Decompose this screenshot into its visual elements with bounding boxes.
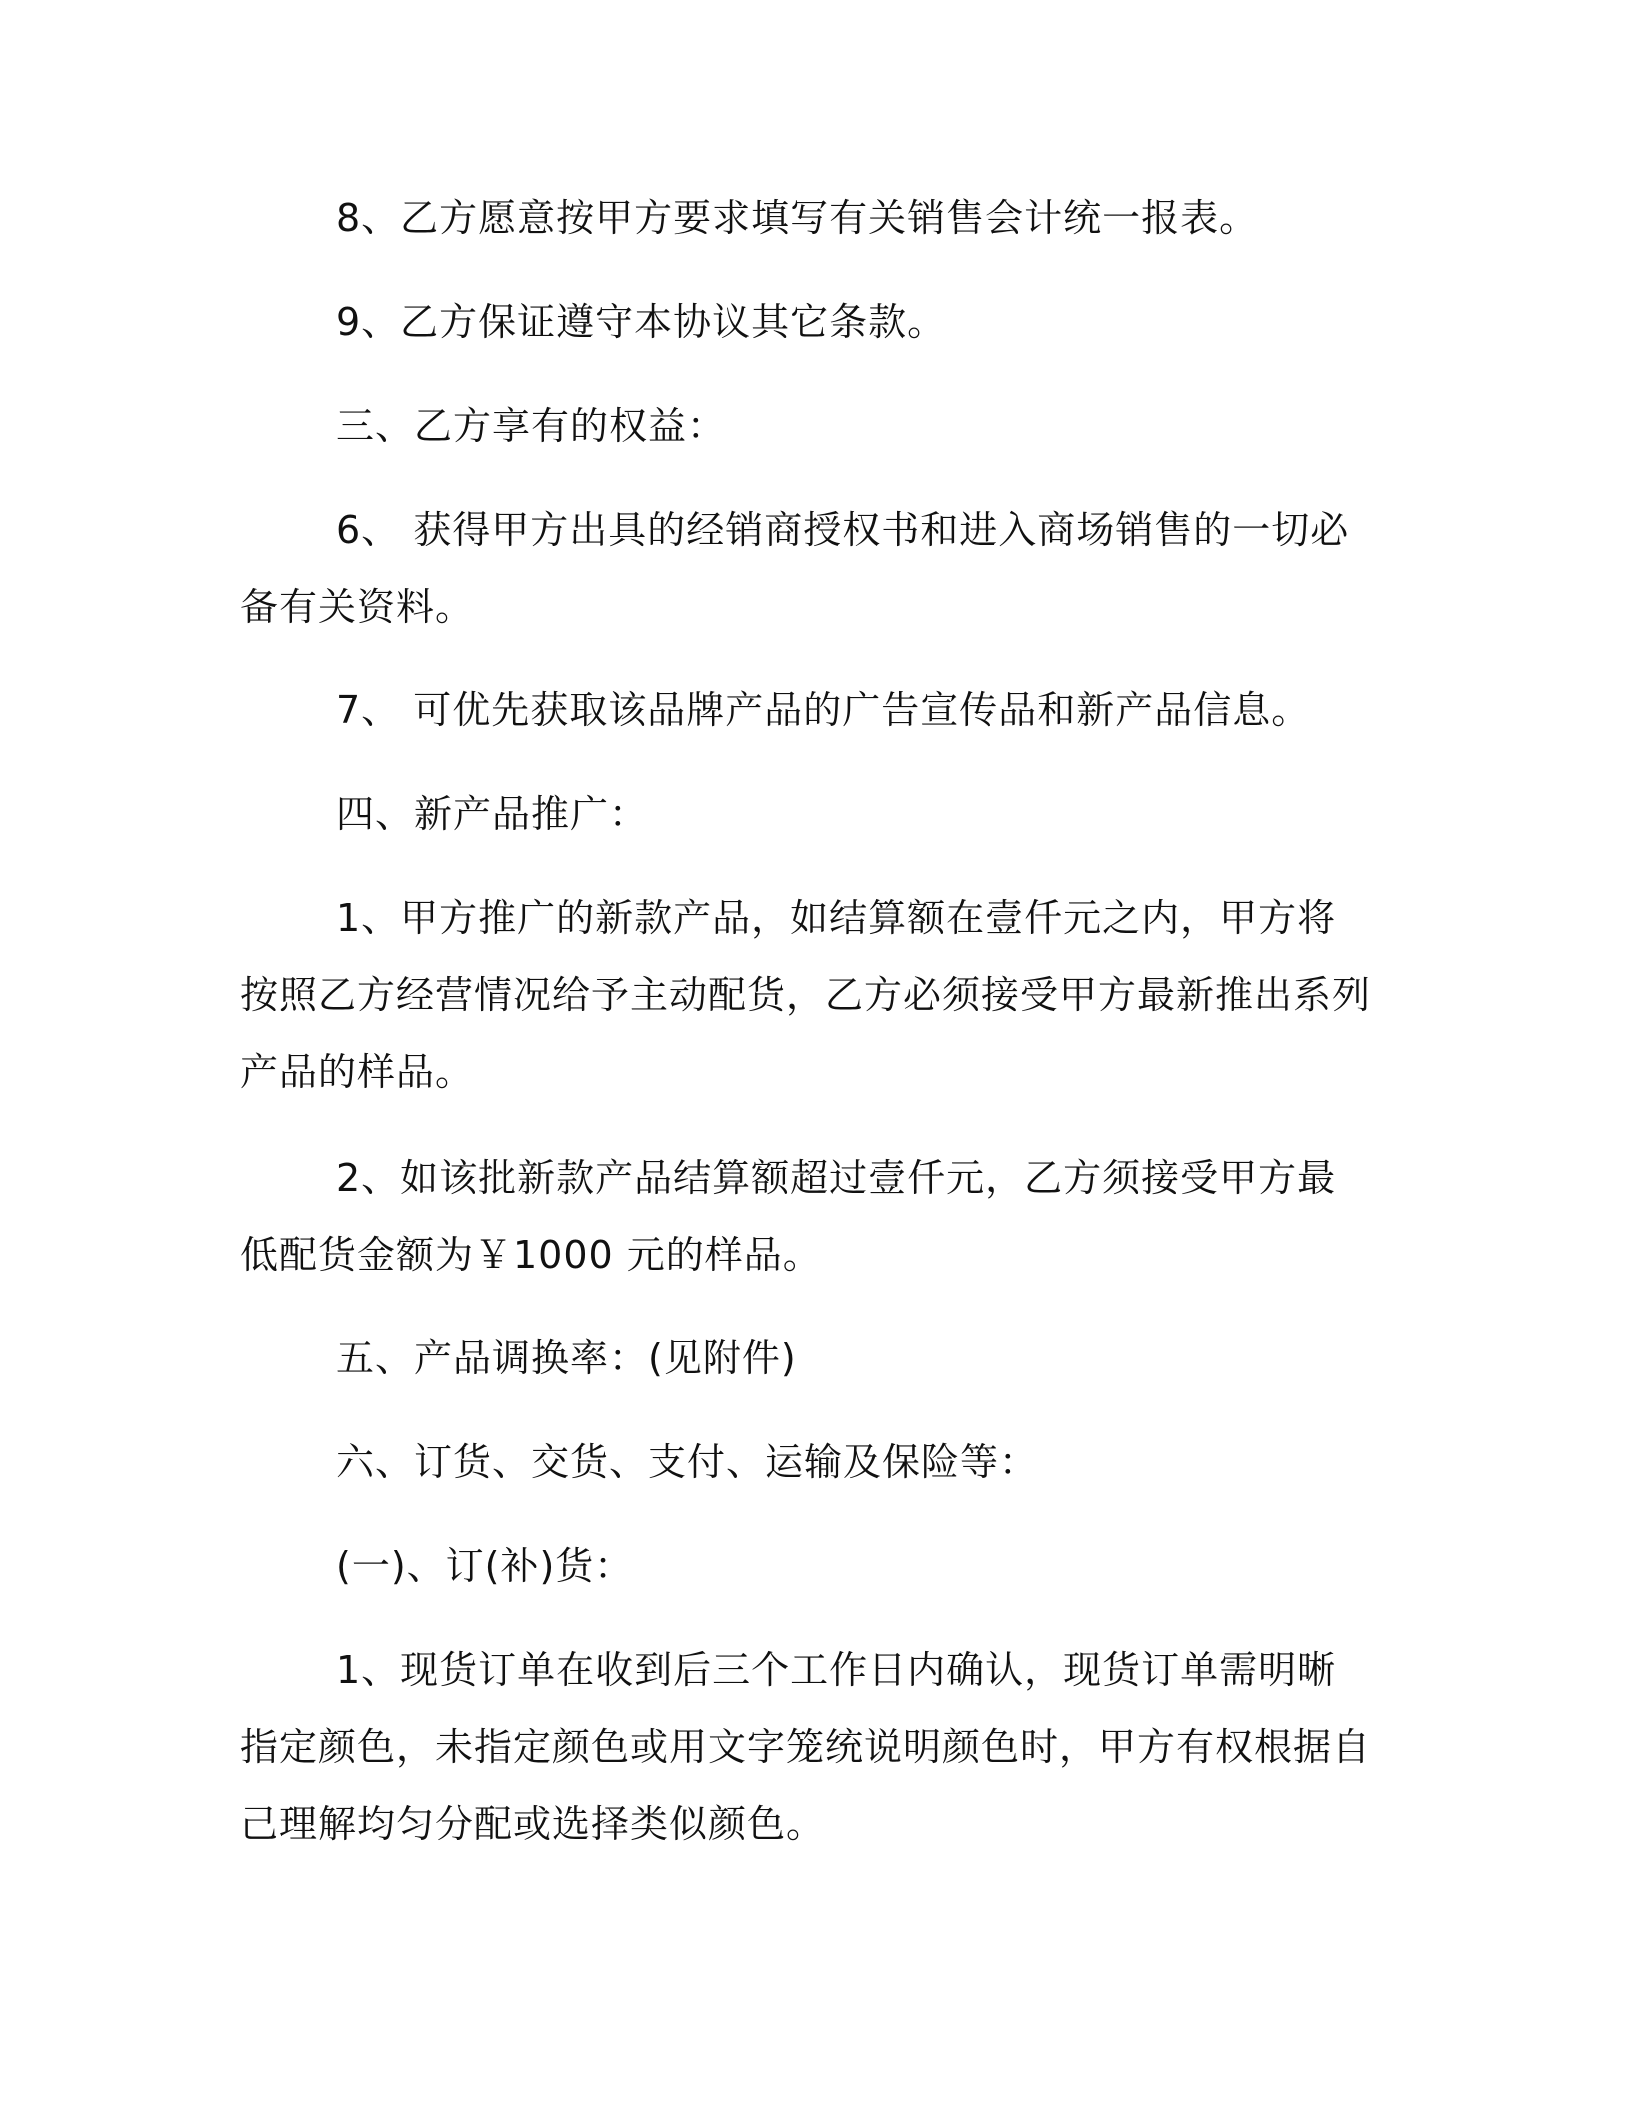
paragraph-new-product-2: 2、如该批新款产品结算额超过壹仟元，乙方须接受甲方最低配货金额为￥1000 元的样品。 [240, 1156, 1337, 1277]
section-heading-new-product: 四、新产品推广： [336, 792, 649, 836]
section-heading-exchange-rate: 五、产品调换率：(见附件) [336, 1336, 797, 1380]
paragraph-item-7: 7、 可优先获取该品牌产品的广告宣传品和新产品信息。 [336, 688, 1311, 732]
paragraph-order-1: 1、现货订单在收到后三个工作日内确认，现货订单需明晰指定颜色，未指定颜色或用文字笼统说明颜色时，甲方有权根据自己理解均匀分配或选择类似颜色。 [240, 1648, 1372, 1846]
paragraph-item-6: 6、 获得甲方出具的经销商授权书和进入商场销售的一切必备有关资料。 [240, 508, 1350, 629]
paragraph-item-8: 8、乙方愿意按甲方要求填写有关销售会计统一报表。 [336, 196, 1259, 240]
section-heading-ordering: 六、订货、交货、支付、运输及保险等： [336, 1440, 1039, 1484]
paragraph-item-9: 9、乙方保证遵守本协议其它条款。 [336, 300, 947, 344]
subsection-heading-order: (一)、订(补)货： [336, 1544, 634, 1588]
section-heading-rights: 三、乙方享有的权益： [336, 404, 727, 448]
paragraph-new-product-1: 1、甲方推广的新款产品，如结算额在壹仟元之内，甲方将按照乙方经营情况给予主动配货，乙方必须接受甲方最新推出系列产品的样品。 [240, 896, 1372, 1094]
